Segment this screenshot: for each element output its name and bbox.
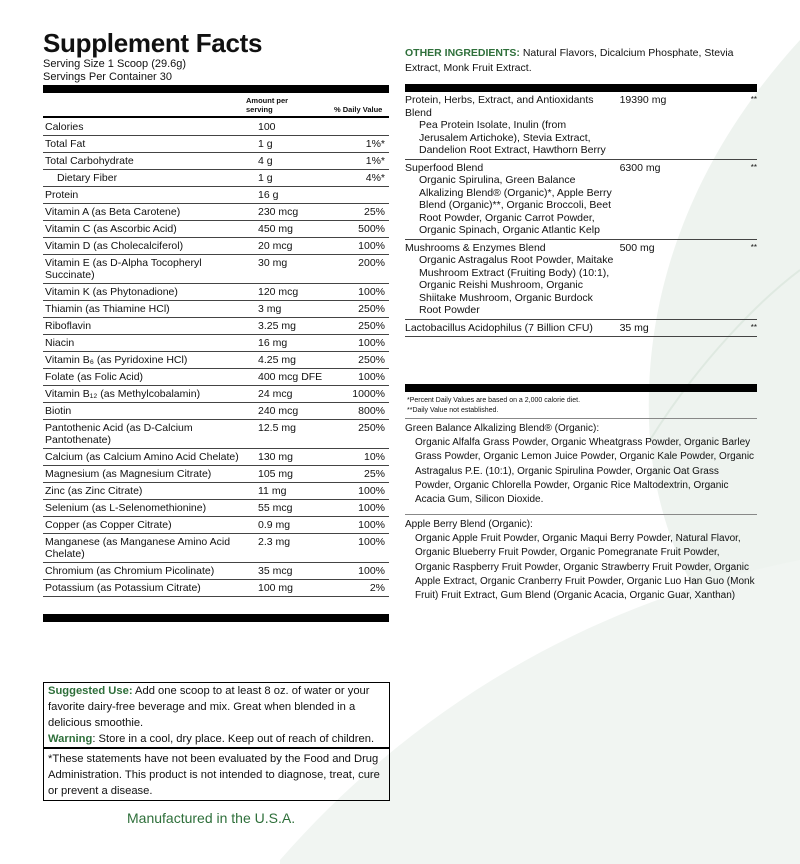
nutrient-name: Total Carbohydrate: [45, 155, 134, 167]
nutrient-amount: 230 mcg: [258, 206, 299, 218]
nutrient-row: [43, 284, 389, 301]
amount-per-serving-header: Amount per serving: [246, 96, 289, 114]
nutrient-row: [43, 187, 389, 204]
blend-dv: **: [750, 242, 757, 252]
header-rule: [43, 85, 389, 93]
nutrient-name: Vitamin B₆ (as Pyridoxine HCl): [45, 354, 188, 366]
other-ingredients: [405, 46, 750, 76]
nutrient-name: Niacin: [45, 337, 75, 349]
blend-top-rule: [405, 84, 757, 92]
suggested-use-label: Suggested Use:: [48, 685, 133, 697]
nutrient-dv: 25%: [363, 206, 385, 218]
nutrient-table: [43, 119, 389, 597]
nutrient-name: Vitamin C (as Ascorbic Acid): [45, 223, 177, 235]
nutrient-dv: 100%: [358, 485, 385, 497]
nutrient-amount: 16 mg: [258, 337, 288, 349]
blend-dv: **: [750, 162, 757, 172]
nutrient-dv: 100%: [358, 536, 385, 548]
blend-name: Protein, Herbs, Extract, and Antioxidants Blend: [405, 94, 594, 119]
blend-name-cell: [405, 162, 616, 237]
nutrient-amount: 1 g: [258, 172, 273, 184]
nutrient-row: [43, 136, 389, 153]
nutrient-amount: 4.25 mg: [258, 354, 296, 366]
nutrient-amount: 400 mcg DFE: [258, 371, 323, 383]
nutrient-row: [43, 449, 389, 466]
nutrient-amount: 130 mg: [258, 451, 294, 463]
nutrient-amount: 3 mg: [258, 303, 282, 315]
green-balance-title: Green Balance Alkalizing Blend® (Organic):: [405, 423, 600, 434]
nutrient-dv: 100%: [358, 371, 385, 383]
nutrient-amount: 100: [258, 121, 276, 133]
nutrient-amount: 24 mcg: [258, 388, 293, 400]
serving-size: Serving Size 1 Scoop (29.6g): [43, 58, 187, 70]
nutrient-dv: 100%: [358, 519, 385, 531]
nutrient-dv: 250%: [358, 320, 385, 332]
nutrient-name: Protein: [45, 189, 79, 201]
apple-berry-text: Organic Apple Fruit Powder, Organic Maqui Berry Powder, Natural Flavor, Organic Blueberry Fruit Powder, Organic Pomegranate Fruit Powder, Organic Raspberry Fruit Powder, Organic Strawberry Fruit Powder, Organic Apple Extract, Organic Cranberry Fruit Powder, Organic Luo Han Guo (Monk Fruit) Fruit Extract, Gum Blend (Organic Acacia, Organic Guar, Xanthan): [415, 533, 755, 602]
nutrient-dv: [334, 187, 389, 203]
nutrient-row: [43, 369, 389, 386]
serving-info: [43, 58, 186, 84]
blend-name-cell: [405, 94, 616, 157]
nutrient-amount: 30 mg: [258, 257, 288, 269]
nutrient-dv: 100%: [358, 240, 385, 252]
nutrient-row: [43, 204, 389, 221]
nutrient-name: Folate (as Folic Acid): [45, 371, 144, 383]
warning-text: : Store in a cool, dry place. Keep out of reach of children.: [92, 733, 375, 745]
nutrient-amount: 105 mg: [258, 468, 294, 480]
nutrient-name: Magnesium (as Magnesium Citrate): [45, 468, 212, 480]
nutrient-dv: 10%: [363, 451, 385, 463]
nutrient-name: Vitamin A (as Beta Carotene): [45, 206, 181, 218]
daily-value-header: % Daily Value: [334, 105, 383, 114]
warning-label: Warning: [48, 733, 93, 745]
blend-row: [405, 320, 757, 338]
nutrient-name: Riboflavin: [45, 320, 92, 332]
nutrient-name: Vitamin K (as Phytonadione): [45, 286, 178, 298]
nutrient-amount: 120 mcg: [258, 286, 299, 298]
blend-components: Pea Protein Isolate, Inulin (from Jerusalem Artichoke), Stevia Extract, Dandelion Root Extract, Hawthorn Berry: [419, 119, 606, 156]
blend-row: [405, 92, 757, 160]
nutrient-amount: 16 g: [258, 189, 279, 201]
table-bottom-rule: [43, 614, 389, 622]
suggested-use-box: [43, 682, 390, 748]
nutrient-dv: 250%: [358, 303, 385, 315]
nutrient-name: Zinc (as Zinc Citrate): [45, 485, 143, 497]
nutrient-amount: 100 mg: [258, 582, 294, 594]
nutrient-name: Dietary Fiber: [57, 172, 118, 184]
nutrient-row: [43, 500, 389, 517]
blend-components: Organic Spirulina, Green Balance Alkalizing Blend® (Organic)*, Apple Berry Blend (Organic)**, Organic Broccoli, Beet Root Powder, Organic Carrot Powder, Organic Spinach, Organic Atlantic Kelp: [419, 174, 612, 236]
nutrient-dv: 1%*: [365, 138, 385, 150]
nutrient-amount: 4 g: [258, 155, 273, 167]
nutrient-amount: 55 mcg: [258, 502, 293, 514]
nutrient-name: Vitamin E (as D-Alpha Tocopheryl Succinate): [45, 257, 202, 281]
blend-name: Superfood Blend: [405, 161, 484, 174]
nutrient-amount: 35 mcg: [258, 565, 293, 577]
nutrient-amount: 240 mcg: [258, 405, 299, 417]
nutrient-name: Chromium (as Chromium Picolinate): [45, 565, 215, 577]
blend-name-cell: [405, 242, 616, 317]
nutrient-amount: 450 mg: [258, 223, 294, 235]
nutrient-row: [43, 517, 389, 534]
other-ingredients-label: OTHER INGREDIENTS:: [405, 47, 520, 59]
blend-amount: 500 mg: [619, 241, 655, 254]
nutrient-row: [43, 170, 389, 187]
nutrient-row: [43, 534, 389, 563]
apple-berry-title: Apple Berry Blend (Organic):: [405, 519, 533, 530]
nutrient-name: Thiamin (as Thiamine HCl): [45, 303, 170, 315]
nutrient-dv: 1%*: [365, 155, 385, 167]
servings-per-container: Servings Per Container 30: [43, 71, 173, 83]
manufactured-in: Manufactured in the U.S.A.: [127, 810, 296, 826]
blend-components: Organic Astragalus Root Powder, Maitake Mushroom Extract (Fruiting Body) (10:1), Organic Reishi Mushroom, Organic Shiitake Mushroom, Organic Burdock Root Powder: [419, 254, 614, 316]
apple-berry-section: [405, 518, 755, 603]
nutrient-dv: 250%: [358, 354, 385, 366]
nutrient-row: [43, 403, 389, 420]
nutrient-amount: 3.25 mg: [258, 320, 296, 332]
blend-amount: 19390 mg: [619, 94, 667, 106]
blend-name: Mushrooms & Enzymes Blend: [405, 241, 546, 254]
nutrient-dv: 1000%: [352, 388, 385, 400]
nutrient-name: Pantothenic Acid (as D-Calcium Pantothenate): [45, 422, 193, 446]
suggested-use-text: Add one scoop to at least 8 oz. of water or your favorite dairy-free beverage and mix. Great when blended in a delicious smoothie.: [48, 685, 370, 729]
nutrient-dv: 100%: [358, 337, 385, 349]
nutrient-row: [43, 352, 389, 369]
nutrient-amount: 12.5 mg: [258, 422, 296, 434]
nutrient-dv: 100%: [358, 286, 385, 298]
nutrient-row: [43, 386, 389, 403]
nutrient-dv: 100%: [358, 565, 385, 577]
nutrient-name: Copper (as Copper Citrate): [45, 519, 172, 531]
nutrient-dv: 25%: [363, 468, 385, 480]
nutrient-row: [43, 466, 389, 483]
blend-name: Lactobacillus Acidophilus (7 Billion CFU): [405, 321, 593, 334]
blend-table: [405, 92, 757, 337]
nutrient-dv: 4%*: [365, 172, 385, 184]
nutrient-amount: 1 g: [258, 138, 273, 150]
blend-row: [405, 160, 757, 240]
green-balance-section: [405, 422, 755, 507]
nutrient-row: [43, 221, 389, 238]
nutrient-row: [43, 119, 389, 136]
nutrient-name: Manganese (as Manganese Amino Acid Chelate): [45, 536, 231, 560]
nutrient-row: [43, 563, 389, 580]
blend-dv: **: [750, 95, 757, 104]
nutrient-row: [43, 153, 389, 170]
blend-dv: **: [750, 322, 757, 332]
footnote-divider: [405, 418, 757, 419]
nutrient-row: [43, 255, 389, 284]
nutrient-dv: 2%: [369, 582, 385, 594]
blend-amount: 35 mg: [619, 321, 649, 334]
nutrient-row: [43, 335, 389, 352]
nutrient-row: [43, 318, 389, 335]
nutrient-amount: 2.3 mg: [258, 536, 291, 548]
nutrient-dv: 800%: [358, 405, 385, 417]
header-sub-rule: [43, 116, 389, 118]
blend-row: [405, 240, 757, 320]
nutrient-row: [43, 580, 389, 597]
nutrient-name: Calories: [45, 121, 84, 133]
other-ingredients-text: Natural Flavors, Dicalcium Phosphate, Stevia Extract, Monk Fruit Extract.: [405, 47, 734, 74]
blend-name-cell: [405, 322, 616, 335]
section-divider: [405, 514, 757, 515]
blend-amount: 6300 mg: [619, 161, 661, 174]
nutrient-name: Biotin: [45, 405, 72, 417]
nutrient-dv: [334, 119, 389, 135]
nutrient-amount: 11 mg: [258, 485, 287, 497]
nutrient-dv: 250%: [358, 422, 385, 434]
nutrient-row: [43, 483, 389, 500]
fda-disclaimer: *These statements have not been evaluated by the Food and Drug Administration. This product is not intended to diagnose, treat, cure or prevent a disease.: [43, 748, 390, 801]
footnote-percent-dv: *Percent Daily Values are based on a 2,000 calorie diet.: [407, 397, 581, 404]
nutrient-dv: 200%: [358, 257, 385, 269]
nutrient-name: Total Fat: [45, 138, 86, 150]
nutrient-dv: 100%: [358, 502, 385, 514]
blend-bottom-rule: [405, 384, 757, 392]
green-balance-text: Organic Alfalfa Grass Powder, Organic Wheatgrass Powder, Organic Barley Grass Powder, Organic Lemon Juice Powder, Organic Kale Powder, Organic Astragalus P.E. (10:1), Organic Spirulina Powder, Organic Oat Grass Powder, Organic Chlorella Powder, Organic Rice Maltodextrin, Organic Acacia Gum, Silicon Dioxide.: [415, 437, 755, 506]
nutrient-row: [43, 238, 389, 255]
footnote-dv-not-established: **Daily Value not established.: [407, 407, 499, 414]
supplement-facts-title: Supplement Facts: [43, 28, 263, 58]
nutrient-row: [43, 420, 389, 449]
nutrient-row: [43, 301, 389, 318]
nutrient-dv: 500%: [358, 223, 385, 235]
nutrient-name: Vitamin B₁₂ (as Methylcobalamin): [45, 388, 201, 400]
nutrient-name: Selenium (as L-Selenomethionine): [45, 502, 207, 514]
nutrient-name: Potassium (as Potassium Citrate): [45, 582, 201, 594]
nutrient-amount: 0.9 mg: [258, 519, 291, 531]
nutrient-amount: 20 mcg: [258, 240, 293, 252]
nutrient-name: Calcium (as Calcium Amino Acid Chelate): [45, 451, 239, 463]
nutrient-name: Vitamin D (as Cholecalciferol): [45, 240, 184, 252]
